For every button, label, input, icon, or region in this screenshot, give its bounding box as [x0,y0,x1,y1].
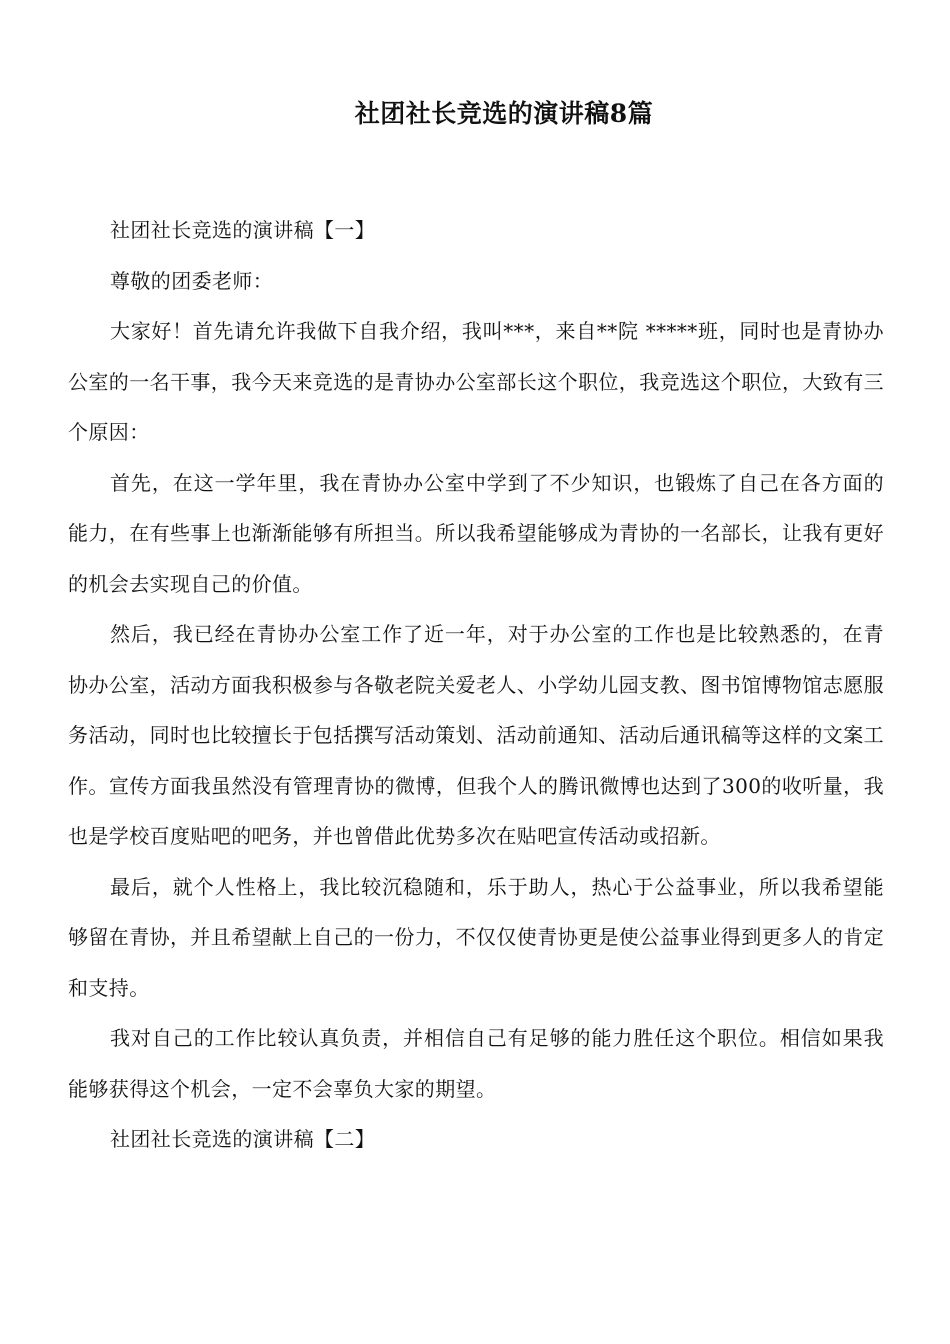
body-paragraph: 首先，在这一学年里，我在青协办公室中学到了不少知识，也锻炼了自己在各方面的能力，在有些事上也渐渐能够有所担当。所以我希望能够成为青协的一名部长，让我有更好的机会去实现自己的价值。 [68,470,884,596]
salutation: 尊敬的团委老师： [110,268,274,293]
section-heading: 社团社长竞选的演讲稿【一】 [110,218,376,242]
body-paragraph: 我对自己的工作比较认真负责，并相信自己有足够的能力胜任这个职位。相信如果我能够获得这个机会，一定不会辜负大家的期望。 [68,1026,884,1101]
document-body [68,205,884,1165]
body-paragraph: 最后，就个人性格上，我比较沉稳随和，乐于助人，热心于公益事业，所以我希望能够留在青协，并且希望献上自己的一份力，不仅仅使青协更是使公益事业得到更多人的肯定和支持。 [68,874,884,1000]
document-title: 社团社长竞选的演讲稿8篇 [354,99,654,128]
body-paragraph: 大家好！首先请允许我做下自我介绍，我叫***，来自**院 *****班，同时也是青协办公室的一名干事，我今天来竞选的是青协办公室部长这个职位，我竞选这个职位，大致有三个原因： [68,319,884,444]
section-heading: 社团社长竞选的演讲稿【二】 [110,1127,376,1151]
body-paragraph: 然后，我已经在青协办公室工作了近一年，对于办公室的工作也是比较熟悉的，在青协办公室，活动方面我积极参与各敬老院关爱老人、小学幼儿园支教、图书馆博物馆志愿服务活动，同时也比较擅长于包括撰写活动策划、活动前通知、活动后通讯稿等这样的文案工作。宣传方面我虽然没有管理青协的微博，但我个人的腾讯微博也达到了300的收听量，我也是学校百度贴吧的吧务，并也曾借此优势多次在贴吧宣传活动或招新。 [68,622,884,848]
